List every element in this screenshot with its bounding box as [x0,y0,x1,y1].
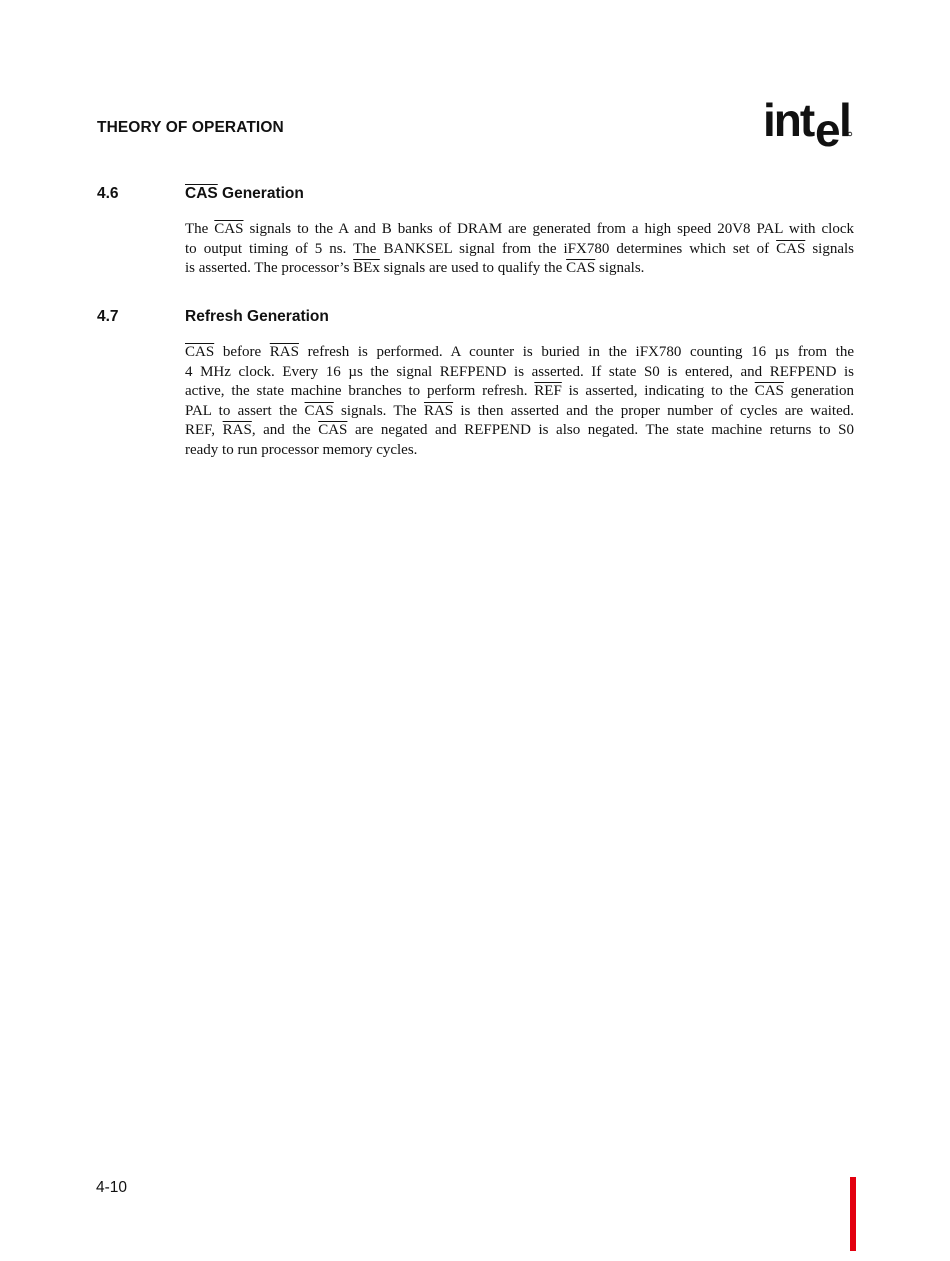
intel-logo [763,96,855,150]
active-low-signal: $\overline{RAS}$ [222,422,252,438]
text-run: The [185,221,215,237]
text-run: refresh is performed. A counter is buried in the iFX780 counting 16 µs from the [298,344,854,360]
svg-text:int: int [763,96,814,146]
active-low-signal: $\overline{CAS}$ [566,260,596,276]
text-run: signals to the A and B banks of DRAM are generated from a high speed 20V8 PAL with clock [243,221,854,237]
active-low-signal: $\overline{BEx}$ [353,260,380,276]
text-run: is then asserted and the proper number of cycles are waited. [453,402,854,419]
paragraph-line [185,402,854,422]
active-low-signal: $\overline{CAS}$ [214,221,244,237]
text-run: to output timing of 5 ns. The BANKSEL signal from the iFX780 determines which set of [185,240,777,257]
text-run: signals [805,240,854,257]
text-run: REF, [185,422,223,438]
paragraph-line [185,382,854,402]
section-title-signal: $\overline{CAS}$ [185,185,218,202]
text-run: signals. [595,260,645,276]
section-title: Refresh Generation [185,308,329,325]
running-header: THEORY OF OPERATION [97,119,284,136]
section-number: 4.6 [97,185,119,202]
text-run: ready to run processor memory cycles. [185,441,418,458]
paragraph-line [185,240,854,260]
active-low-signal: $\overline{CAS}$ [185,344,215,360]
text-run: PAL to assert the [185,402,305,419]
paragraph-line [185,363,854,383]
text-run: signals. The [333,402,424,419]
red-margin-bar [850,1177,856,1251]
text-run: before [214,344,270,360]
active-low-signal: $\overline{REF}$ [534,383,562,399]
text-run: generation [783,383,854,399]
active-low-signal: $\overline{CAS}$ [754,383,784,399]
section-number: 4.7 [97,308,119,325]
active-low-signal: $\overline{CAS}$ [776,240,806,257]
section-paragraph [185,343,854,460]
section-paragraph [185,220,854,279]
paragraph-line [185,259,854,279]
paragraph-line [185,441,854,461]
svg-text:e: e [815,104,841,150]
text-run: signals are used to qualify the [379,260,567,276]
text-run: 4 MHz clock. Every 16 µs the signal REFPEND is asserted. If state S0 is entered, and REFPEND is [185,363,854,380]
paragraph-line [185,421,854,441]
svg-text:l: l [839,96,852,146]
active-low-signal: $\overline{CAS}$ [318,422,348,438]
text-run: is asserted, indicating to the [561,383,755,399]
active-low-signal: $\overline{CAS}$ [304,402,334,419]
section-title-text: Generation [217,185,304,202]
active-low-signal: $\overline{RAS}$ [423,402,454,419]
section-title [185,185,304,203]
page-number: 4-10 [96,1179,128,1196]
text-run: active, the state machine branches to perform refresh. [185,383,535,399]
text-run: is asserted. The processor’s [185,260,354,276]
text-run: , and the [251,422,319,438]
paragraph-line [185,220,854,240]
active-low-signal: $\overline{RAS}$ [269,344,299,360]
text-run: are negated and REFPEND is also negated. The state machine returns to S0 [347,422,854,438]
paragraph-line [185,343,854,363]
